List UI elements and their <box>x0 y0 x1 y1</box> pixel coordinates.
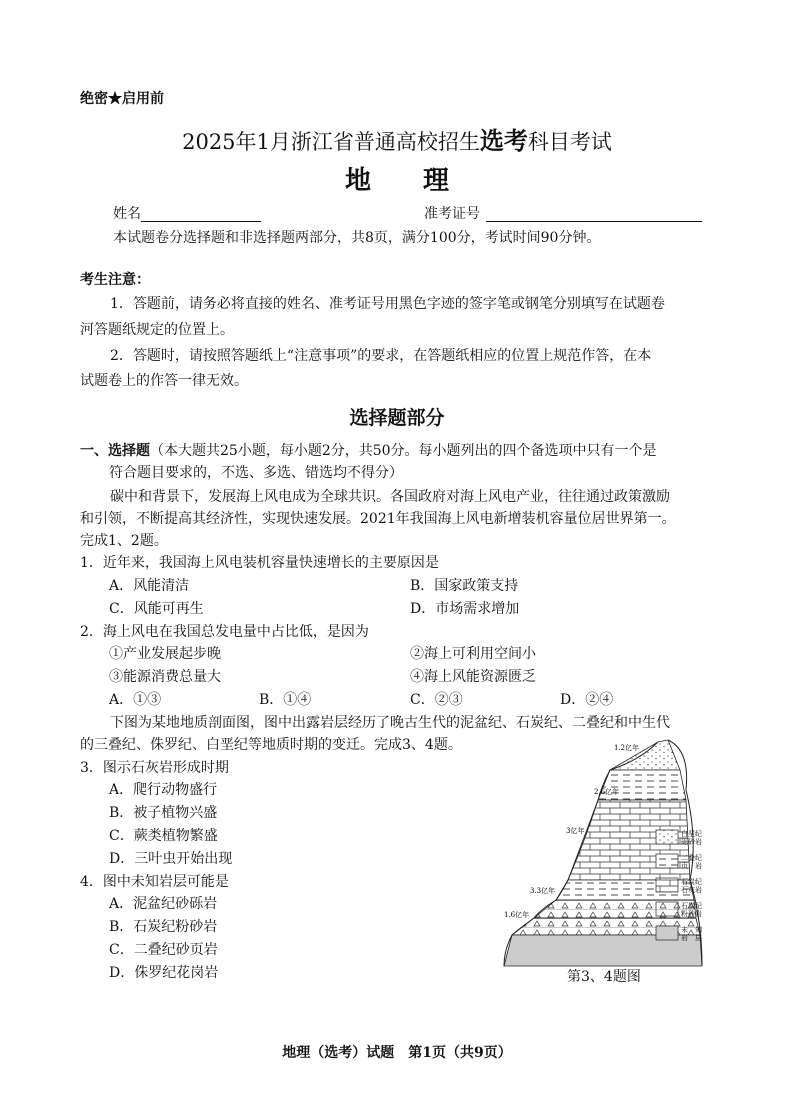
notice-item-2: 2．答题时，请按照答题纸上“注意事项”的要求，在答题纸相应的位置上规范作答，在本 <box>110 348 652 364</box>
part1-desc-cont: 符合题目要求的，不选、多选、错选均不得分） <box>109 465 403 481</box>
q4-option-b[interactable]: B．石炭纪粉砂岩 <box>109 919 218 935</box>
exam-title <box>0 126 794 157</box>
q2-statement-1: ①产业发展起步晚 <box>109 646 221 662</box>
exam-id-label: 准考证号 <box>424 206 480 222</box>
q3-option-c[interactable]: C．蕨类植物繁盛 <box>109 828 218 844</box>
q4-option-c[interactable]: C．二叠纪砂页岩 <box>109 942 218 958</box>
q1-option-a[interactable]: A．风能清洁 <box>109 578 190 594</box>
legend-5-line1: 未 知 <box>681 926 702 934</box>
q2-statement-3: ③能源消费总量大 <box>109 669 221 685</box>
age-label-5: 1.6亿年 <box>504 911 530 919</box>
age-label-1: 1.2亿年 <box>614 744 640 752</box>
confidential-mark: 绝密★启用前 <box>80 91 164 107</box>
q2-option-d[interactable]: D．②④ <box>560 692 614 708</box>
notice-item-1-cont: 河答题纸规定的位置上。 <box>80 322 234 338</box>
legend-3-line1: 石炭纪 <box>681 878 702 886</box>
geologic-section-figure <box>490 730 720 970</box>
q4-option-d[interactable]: D．侏罗纪花岗岩 <box>109 965 219 981</box>
part1-instructions <box>80 440 657 462</box>
q2-statement-4: ④海上风能资源匮乏 <box>410 669 536 685</box>
legend-3-line2: 石灰岩 <box>681 886 702 894</box>
exam-id-field[interactable] <box>424 203 702 225</box>
passage2-line2: 的三叠纪、侏罗纪、白垩纪等地质时期的变迁。完成3、4题。 <box>80 737 462 753</box>
legend-swatch-2 <box>656 854 678 868</box>
subject-title: 地 理 <box>344 166 449 196</box>
q2-option-c[interactable]: C．②③ <box>410 692 463 708</box>
question-1-stem: 1．近年来，我国海上风电装机容量快速增长的主要原因是 <box>80 555 439 571</box>
name-label: 姓名 <box>113 206 141 222</box>
title-part-2: 科目考试 <box>527 130 612 154</box>
page-footer: 地理（选考）试题 第1页（共9页） <box>282 1045 512 1061</box>
passage2-line1: 下图为某地地质剖面图，图中出露岩层经历了晚古生代的泥盆纪、石炭纪、二叠纪和中生代 <box>110 715 670 731</box>
q3-option-d[interactable]: D．三叶虫开始出现 <box>109 851 233 867</box>
question-2-stem: 2．海上风电在我国总发电量中占比低，是因为 <box>80 624 369 640</box>
legend-swatch-3 <box>656 878 678 892</box>
age-label-3: 3亿年 <box>566 827 585 835</box>
q2-option-b[interactable]: B．①④ <box>259 692 312 708</box>
passage1-line3: 完成1、2题。 <box>80 533 168 549</box>
title-part-1: 2025年1月浙江省普通高校招生 <box>182 130 480 154</box>
notice-item-2-cont: 试题卷上的作答一律无效。 <box>80 373 248 389</box>
q3-option-a[interactable]: A．爬行动物盛行 <box>109 782 218 798</box>
legend-1-line2: 砾砂岩 <box>681 838 702 846</box>
part1-desc: （本大题共25小题，每小题2分，共50分。每小题列出的四个备选项中只有一个是 <box>150 443 657 459</box>
name-field[interactable] <box>113 203 261 225</box>
legend-4-line1: 石炭纪 <box>681 902 702 910</box>
legend-2-line2: 页 岩 <box>681 862 702 870</box>
q2-option-a[interactable]: A．①③ <box>109 692 162 708</box>
passage1-line2: 和引领，不断提高其经济性，实现快速发展。2021年我国海上风电新增装机容量位居世界第一。 <box>80 511 676 527</box>
legend-5-line2: 岩 层 <box>681 934 702 942</box>
age-label-4: 3.3亿年 <box>530 887 556 895</box>
question-4-stem: 4．图中未知岩层可能是 <box>80 874 229 890</box>
name-blank[interactable] <box>141 207 261 222</box>
exam-info: 本试题卷分选择题和非选择题两部分，共8页，满分100分，考试时间90分钟。 <box>113 230 601 246</box>
legend-4-line2: 粉砂岩 <box>681 910 702 918</box>
figure-caption: 第3、4题图 <box>567 969 641 985</box>
question-3-stem: 3．图示石灰岩形成时期 <box>80 760 229 776</box>
q1-option-d[interactable]: D．市场需求增加 <box>410 601 520 617</box>
q1-option-c[interactable]: C．风能可再生 <box>109 601 204 617</box>
title-emphasis: 选考 <box>479 126 528 155</box>
legend-2-line1: 二叠纪 <box>681 854 702 862</box>
q2-statement-2: ②海上可利用空间小 <box>410 646 536 662</box>
q4-option-a[interactable]: A．泥盆纪砂砾岩 <box>109 896 218 912</box>
legend-1-line1: 白垩纪 <box>681 830 702 838</box>
notice-heading: 考生注意： <box>80 272 150 288</box>
section-title: 选择题部分 <box>349 407 445 429</box>
notice-item-1: 1．答题前，请务必将直接的姓名、准考证号用黑色字迹的签字笔或钢笔分别填写在试题卷 <box>110 296 665 312</box>
q3-option-b[interactable]: B．被子植物兴盛 <box>109 805 218 821</box>
age-label-2: 2.6亿年 <box>594 788 620 796</box>
passage1-line1: 碳中和背景下，发展海上风电成为全球共识。各国政府对海上风电产业，往往通过政策激励 <box>110 489 670 505</box>
part1-heading: 一、选择题 <box>80 443 150 459</box>
legend-swatch-4 <box>656 902 678 916</box>
legend-swatch-1 <box>656 830 678 844</box>
legend-swatch-5 <box>656 926 678 940</box>
q1-option-b[interactable]: B．国家政策支持 <box>410 578 519 594</box>
exam-id-blank[interactable] <box>486 207 702 222</box>
